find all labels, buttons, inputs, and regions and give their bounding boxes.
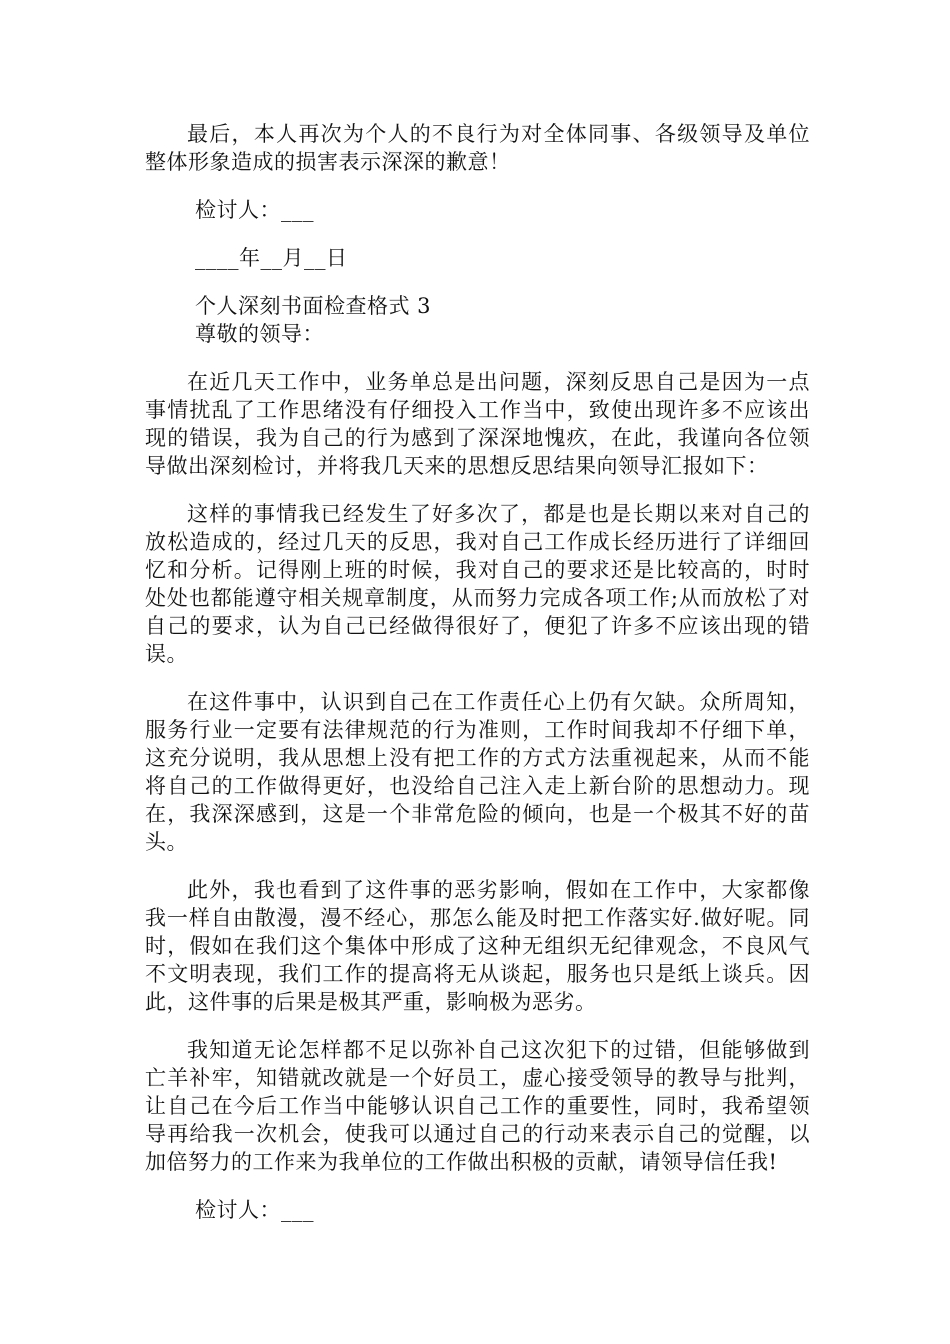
document-page [145,120,810,1224]
body-paragraph-2: 这样的事情我已经发生了好多次了，都是也是长期以来对自己的放松造成的，经过几天的反思，我对自己工作成长经历进行了详细回忆和分析。记得刚上班的时候，我对自己的要求还是比较高的，时时处处也都能遵守相关规章制度，从而努力完成各项工作;从而放松了对自己的要求，认为自己已经做得很好了，便犯了许多不应该出现的错误。 [145,502,810,666]
signer-line-2: 检讨人：___ [195,1198,314,1222]
closing-paragraph: 最后，本人再次为个人的不良行为对全体同事、各级领导及单位整体形象造成的损害表示深深的歉意！ [145,122,810,174]
section-title: 个人深刻书面检查格式 3 [195,294,432,318]
body-paragraph-4: 此外，我也看到了这件事的恶劣影响，假如在工作中，大家都像我一样自由散漫，漫不经心，那怎么能及时把工作落实好.做好呢。同时，假如在我们这个集体中形成了这种无组织无纪律观念，不良风气不文明表现，我们工作的提高将无从谈起，服务也只是纸上谈兵。因此，这件事的后果是极其严重，影响极为恶劣。 [145,878,810,1014]
body-paragraph-5: 我知道无论怎样都不足以弥补自己这次犯下的过错，但能够做到亡羊补牢，知错就改就是一个好员工，虚心接受领导的教导与批判，让自己在今后工作当中能够认识自己工作的重要性，同时，我希望领导再给我一次机会，使我可以通过自己的行动来表示自己的觉醒，以加倍努力的工作来为我单位的工作做出积极的贡献，请领导信任我! [145,1038,810,1174]
date-line: ____年__月__日 [195,246,348,270]
body-paragraph-3: 在这件事中，认识到自己在工作责任心上仍有欠缺。众所周知，服务行业一定要有法律规范的行为准则，工作时间我却不仔细下单，这充分说明，我从思想上没有把工作的方式方法重视起来，从而不能将自己的工作做得更好，也没给自己注入走上新台阶的思想动力。现在，我深深感到，这是一个非常危险的倾向，也是一个极其不好的苗头。 [145,690,810,854]
body-paragraph-1: 在近几天工作中，业务单总是出问题，深刻反思自己是因为一点事情扰乱了工作思绪没有仔细投入工作当中，致使出现许多不应该出现的错误，我为自己的行为感到了深深地愧疚，在此，我谨向各位领导做出深刻检讨，并将我几天来的思想反思结果向领导汇报如下： [145,370,810,478]
signer-line: 检讨人：___ [195,198,314,222]
salutation: 尊敬的领导： [195,322,324,346]
